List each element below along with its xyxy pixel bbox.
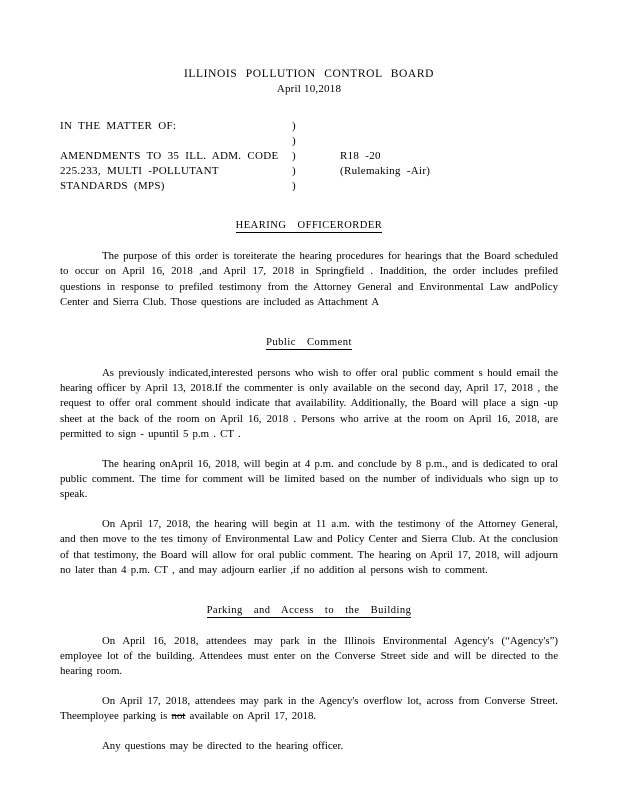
caption-row [60, 164, 558, 179]
heading-parking-access [60, 605, 558, 616]
heading-public-comment-text: Public Comment [266, 336, 352, 348]
case-caption [60, 119, 558, 194]
caption-paren: ) [292, 180, 296, 192]
caption-row [60, 119, 558, 134]
caption-left [60, 134, 292, 149]
heading-public-comment [60, 337, 558, 348]
caption-right [340, 119, 558, 134]
caption-right: (Rulemaking -Air) [340, 165, 431, 177]
caption-right [340, 134, 558, 149]
paragraph-comment-1: As previously indicated,interested persons who wish to offer oral public comment s hould email the hearing officer by April 13, 2018.If the commenter is only available on the second day, April 17, 2018 , the request to offer oral comment should indicate that availability. Additionally, the Board will place a sign -up sheet at the back of the room on April 16, 2018 . Persons who arrive at the room on April 16, 2018, are permitted to sign - upuntil 5 p.m . CT . [60, 366, 558, 441]
parking-2-part-b: available on April 17, 2018. [185, 710, 317, 723]
paragraph-comment-3: On April 17, 2018, the hearing will begin at 11 a.m. with the testimony of the Attorney General, and then move to the tes timony of Environmental Law and Policy Center and Sierra Club. At the conclusion of that testimony, the Board will allow for oral public comment. The hearing on April 17, 2018, will adjourn no later than 4 p.m. CT , and may adjourn earlier ,if no addition al persons wish to comment. [60, 517, 558, 577]
caption-row [60, 134, 558, 149]
caption-right: R18 -20 [340, 150, 381, 162]
caption-paren: ) [292, 165, 296, 177]
caption-row [60, 149, 558, 164]
heading-hearing-officer-order-text: HEARING OFFICERORDER [235, 220, 383, 231]
paragraph-comment-2: The hearing onApril 16, 2018, will begin at 4 p.m. and conclude by 8 p.m., and is dedicated to oral public comment. The time for comment will be limited based on the number of individuals who sign up to speak. [60, 457, 558, 501]
paragraph-parking-1: On April 16, 2018, attendees may park in the Illinois Environmental Agency's (“Agency's”) employee lot of the building. Attendees must enter on the Converse Street side and will be directed to the hearing room. [60, 634, 558, 678]
caption-row [60, 179, 558, 194]
caption-left: IN THE MATTER OF: [60, 120, 177, 132]
caption-paren: ) [292, 120, 296, 132]
paragraph-parking-2 [60, 694, 558, 725]
paragraph-purpose: The purpose of this order is toreiterate the hearing procedures for hearings that the Board scheduled to occur on April 16, 2018 ,and April 17, 2018 in Springfield . Inaddition, the order includes prefiled questions in response to prefiled testimony from the Attorney General and Environmental Law andPolicy Center and Sierra Club. Those questions are included as Attachment A [60, 250, 558, 309]
caption-left: STANDARDS (MPS) [60, 180, 165, 192]
page-title: ILLINOIS POLLUTION CONTROL BOARD [183, 68, 435, 80]
caption-paren: ) [292, 150, 296, 162]
caption-left: 225.233, MULTI -POLLUTANT [60, 165, 219, 177]
caption-left: AMENDMENTS TO 35 ILL. ADM. CODE [60, 150, 279, 162]
document-date: April 10,2018 [276, 83, 342, 95]
parking-2-strikethrough: not [171, 710, 186, 723]
caption-paren: ) [292, 135, 296, 147]
caption-right [340, 179, 558, 194]
heading-parking-access-text: Parking and Access to the Building [206, 604, 412, 616]
parking-2-part-a: On April 17, 2018, attendees may park in the Agency's overflow lot, across from Converse Street. Theemployee parking is [60, 694, 558, 723]
paragraph-closing: Any questions may be directed to the hearing officer. [102, 739, 344, 752]
heading-hearing-officer-order [60, 220, 558, 231]
